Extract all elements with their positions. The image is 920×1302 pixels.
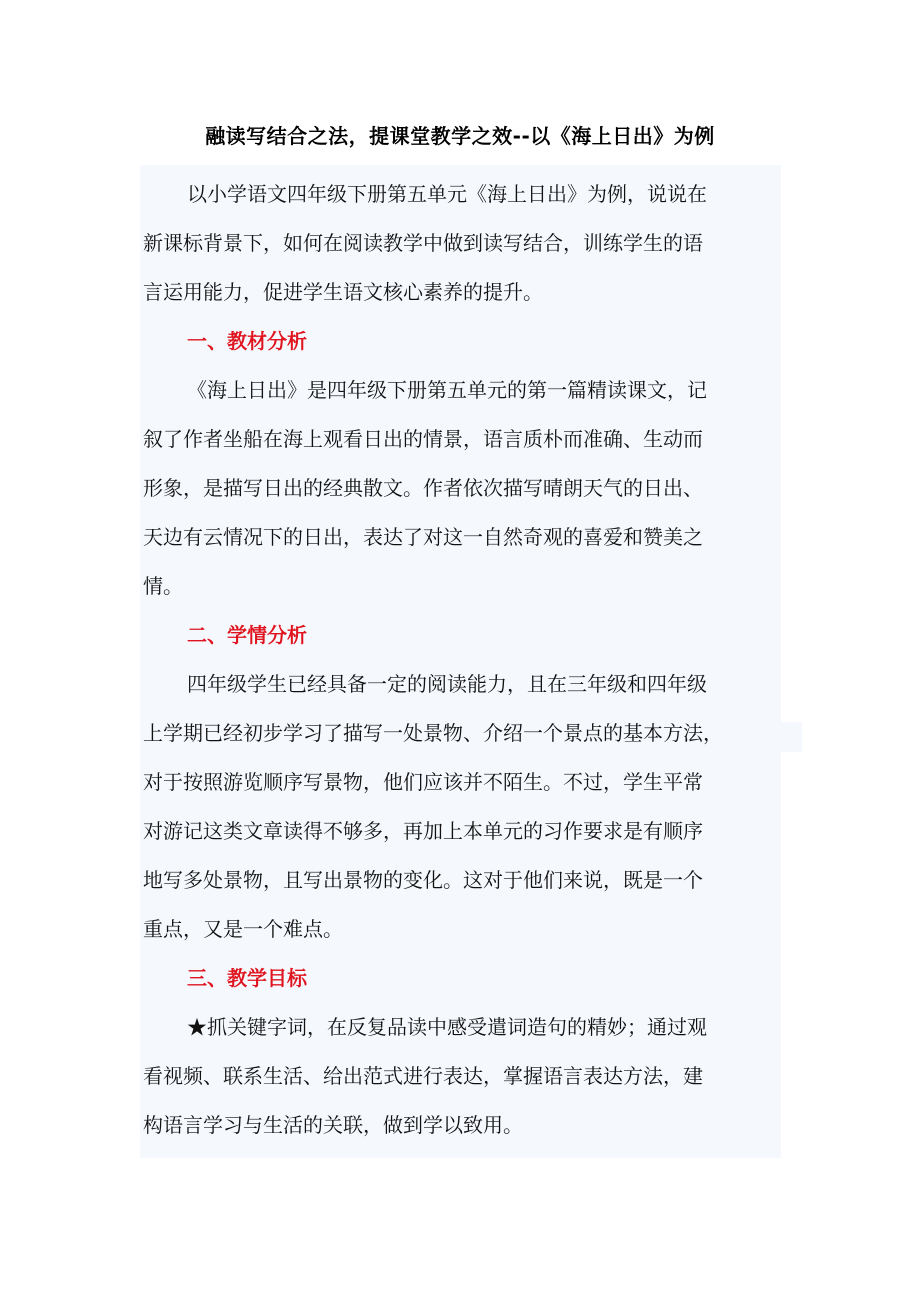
paragraph-line: 言运用能力，促进学生语文核心素养的提升。 xyxy=(143,280,543,304)
document-body xyxy=(143,170,803,1150)
document-title: 融读写结合之法，提课堂教学之效--以《海上日出》为例 xyxy=(205,124,715,148)
section-heading-teaching-goals: 三、教学目标 xyxy=(187,966,307,990)
paragraph-line: 重点，又是一个难点。 xyxy=(143,917,343,941)
paragraph-line: 四年级学生已经具备一定的阅读能力，且在三年级和四年级 xyxy=(187,672,707,696)
paragraph-line: 看视频、联系生活、给出范式进行表达，掌握语言表达方法，建 xyxy=(143,1064,703,1088)
section-paragraph-teaching-goals xyxy=(143,1003,803,1150)
paragraph-line: 形象，是描写日出的经典散文。作者依次描写晴朗天气的日出、 xyxy=(143,476,703,500)
paragraph-line: 上学期已经初步学习了描写一处景物、介绍一个景点的基本方法， xyxy=(143,721,723,745)
paragraph-line: 情。 xyxy=(143,574,183,598)
paragraph-line: 对于按照游览顺序写景物，他们应该并不陌生。不过，学生平常 xyxy=(143,770,703,794)
section-paragraph-textbook-analysis xyxy=(143,366,803,611)
paragraph-line: 新课标背景下，如何在阅读教学中做到读写结合，训练学生的语 xyxy=(143,231,703,255)
section-paragraph-student-analysis xyxy=(143,660,803,954)
paragraph-line: 地写多处景物，且写出景物的变化。这对于他们来说，既是一个 xyxy=(143,868,703,892)
paragraph-line: 《海上日出》是四年级下册第五单元的第一篇精读课文，记 xyxy=(187,378,707,402)
intro-paragraph xyxy=(143,170,803,317)
paragraph-line: 叙了作者坐船在海上观看日出的情景，语言质朴而准确、生动而 xyxy=(143,427,703,451)
paragraph-line: 构语言学习与生活的关联，做到学以致用。 xyxy=(143,1113,523,1137)
paragraph-line: 天边有云情况下的日出，表达了对这一自然奇观的喜爱和赞美之 xyxy=(143,525,703,549)
paragraph-line: ★抓关键字词，在反复品读中感受遣词造句的精妙；通过观 xyxy=(187,1015,707,1039)
section-heading-textbook-analysis: 一、教材分析 xyxy=(187,329,307,353)
paragraph-line: 对游记这类文章读得不够多，再加上本单元的习作要求是有顺序 xyxy=(143,819,703,843)
section-heading-student-analysis: 二、学情分析 xyxy=(187,623,307,647)
paragraph-line: 以小学语文四年级下册第五单元《海上日出》为例，说说在 xyxy=(187,182,707,206)
